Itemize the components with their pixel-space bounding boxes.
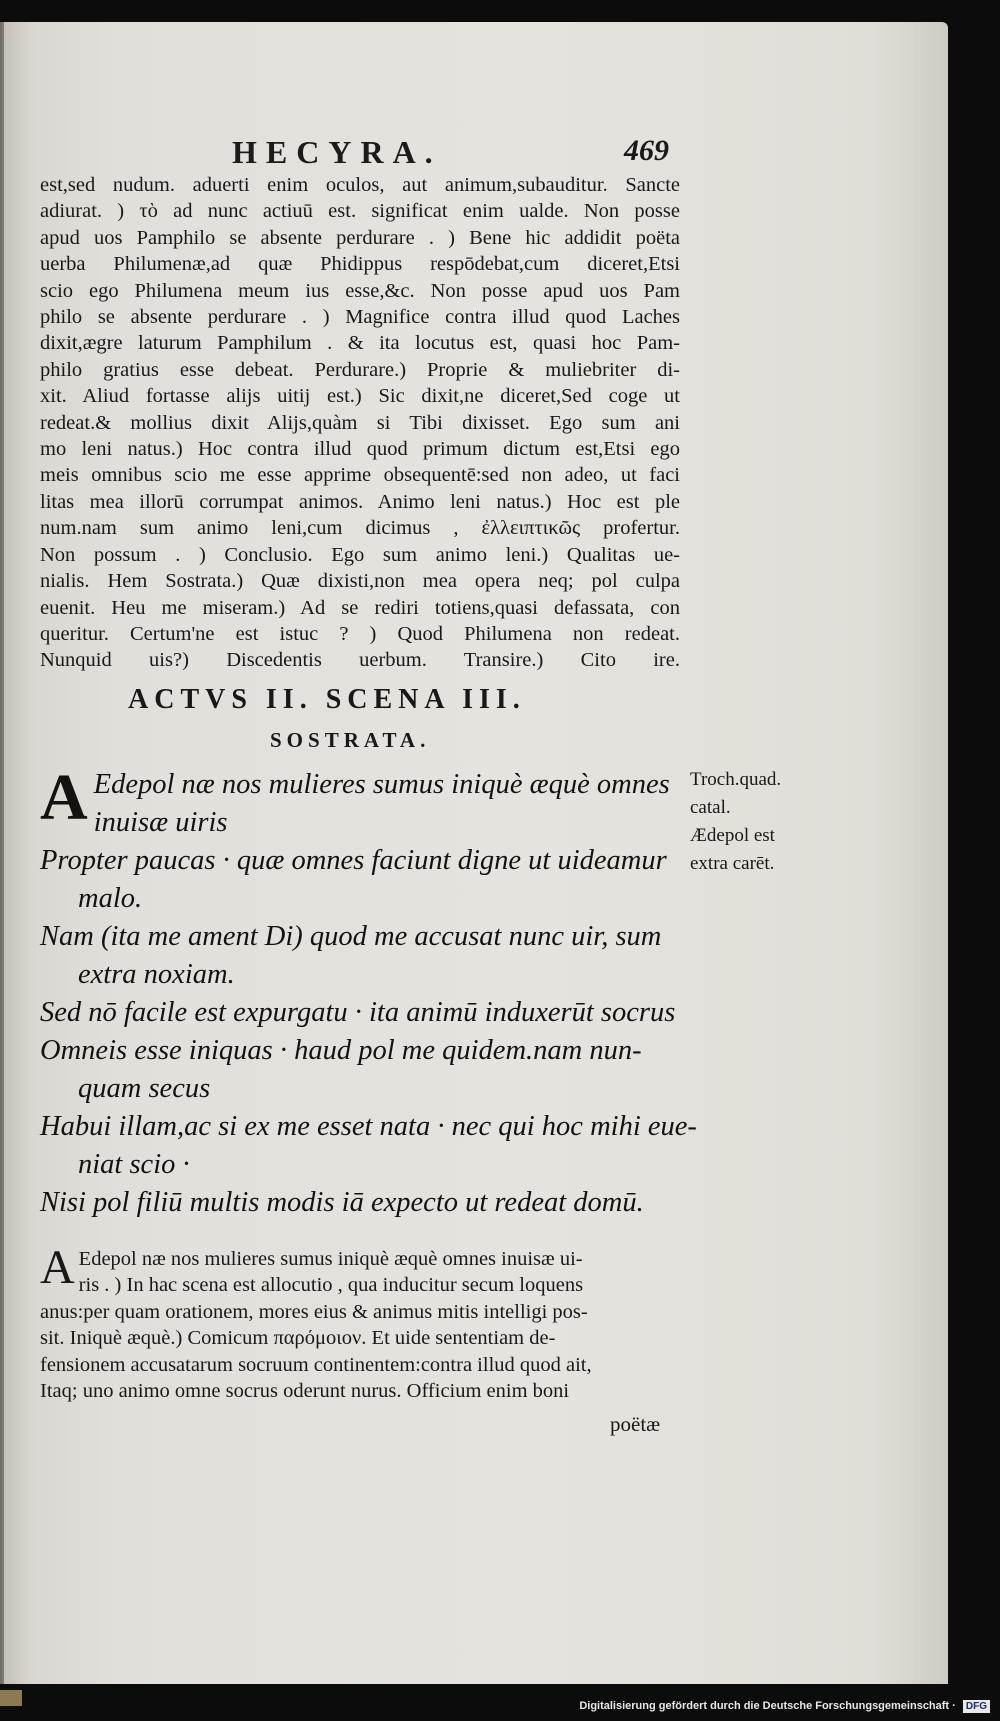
commentary-line: uerba Philumenæ,ad quæ Phidippus respōdebat,cum diceret,Etsi — [40, 253, 680, 276]
commentary-line: mo leni natus.) Hoc contra illud quod primum dictum est,Etsi ego — [40, 438, 680, 461]
commentary-line: num.nam sum animo leni,cum dicimus , ἐλλειπτικῶς profertur. — [40, 517, 680, 540]
verse-line: Omneis esse iniquas · haud pol me quidem.nam nun- — [40, 1035, 642, 1066]
marginal-note-line: Troch.quad. — [690, 769, 782, 790]
color-scale-strip — [0, 1690, 22, 1706]
book-page — [4, 22, 948, 1684]
catchword: poëtæ — [610, 1412, 661, 1436]
commentary-line: adiurat. ) τὸ ad nunc actiuū est. significat enim ualde. Non posse — [40, 200, 680, 223]
verse-line: inuisæ uiris — [93, 807, 228, 838]
commentary-line: ris . ) In hac scena est allocutio , qua inducitur secum loquens — [78, 1274, 584, 1297]
commentary-line: anus:per quam orationem, mores eius & animus mitis intelligi pos- — [40, 1300, 588, 1323]
commentary-line: sit. Iniquè æquè.) Comicum παρόμοιον. Et uide sententiam de- — [40, 1327, 556, 1350]
commentary-top — [40, 172, 680, 674]
verse-line: Sed nō facile est expurgatu · ita animū induxerūt socrus — [40, 997, 676, 1028]
commentary-line: meis omnibus scio me esse apprime obsequentē:sed non adeo, ut faci — [40, 464, 680, 487]
commentary-line: Itaq; uno animo omne socrus oderunt nurus. Officium enim boni — [40, 1380, 570, 1403]
verse-line: Habui illam,ac si ex me esset nata · nec qui hoc mihi eue- — [40, 1111, 697, 1142]
speaker-name: SOSTRATA. — [270, 728, 431, 752]
digitization-credit — [579, 1700, 990, 1713]
commentary-line: dixit,ægre laturum Pamphilum . & ita locutus est, quasi hoc Pam- — [40, 332, 680, 355]
commentary-line: redeat.& mollius dixit Alijs,quàm si Tibi dixisset. Ego sum ani — [40, 411, 680, 434]
verse-line: malo. — [78, 883, 143, 914]
verse-line: Nam (ita me ament Di) quod me accusat nunc uir, sum — [40, 921, 662, 952]
marginal-note-line: extra carēt. — [690, 853, 775, 874]
commentary-line: philo se absente perdurare . ) Magnifice contra illud quod Laches — [40, 306, 680, 329]
running-head: HECYRA. — [232, 134, 442, 170]
commentary-line: AEdepol næ nos mulieres sumus iniquè æquè omnes inuisæ ui- — [40, 1241, 583, 1294]
marginal-note-line: catal. — [690, 797, 731, 818]
marginal-note-line: Ædepol est — [690, 825, 775, 846]
verse-line: Nisi pol filiū multis modis iā expecto ut redeat domū. — [40, 1187, 644, 1218]
commentary-line: Nunquid uis?) Discedentis uerbum. Transire.) Cito ire. — [40, 649, 680, 672]
commentary-line: nialis. Hem Sostrata.) Quæ dixisti,non mea opera neq; pol culpa — [40, 570, 680, 593]
commentary-bottom — [40, 1241, 680, 1404]
commentary-line: est,sed nudum. aduerti enim oculos, aut animum,subauditur. Sancte — [40, 174, 680, 196]
verse-line: AEdepol næ nos mulieres sumus iniquè æquè omnes — [40, 761, 670, 834]
credit-text: Digitalisierung gefördert durch die Deutsche Forschungsgemeinschaft · — [579, 1700, 956, 1712]
commentary-line: litas mea illorū corrumpat animos. Animo leni natus.) Hoc est ple — [40, 490, 680, 513]
commentary-line: queritur. Certum'ne est istuc ? ) Quod Philumena non redeat. — [40, 622, 680, 645]
commentary-line: philo gratius esse debeat. Perdurare.) Proprie & muliebriter di- — [40, 358, 680, 381]
dfg-logo-icon: DFG — [963, 1700, 990, 1713]
marginal-note — [690, 766, 840, 878]
verse-line: Propter paucas · quæ omnes faciunt digne ut uideamur — [40, 845, 667, 876]
page-number: 469 — [624, 134, 669, 167]
commentary-line: Non possum . ) Conclusio. Ego sum animo leni.) Qualitas ue- — [40, 543, 680, 566]
commentary-line: apud uos Pamphilo se absente perdurare . ) Bene hic addidit poëta — [40, 226, 680, 249]
verse-line: niat scio · — [78, 1149, 190, 1180]
verse-block — [40, 761, 697, 1222]
commentary-line: euenit. Heu me miseram.) Ad se rediri totiens,quasi defassata, con — [40, 596, 680, 619]
verse-line: extra noxiam. — [78, 959, 235, 990]
commentary-line: fensionem accusatarum socruum continentem:contra illud quod ait, — [40, 1353, 592, 1376]
commentary-line: scio ego Philumena meum ius esse,&c. Non posse apud uos Pam — [40, 279, 680, 302]
verse-line: quam secus — [78, 1073, 211, 1104]
commentary-line: xit. Aliud fortasse alijs uitij est.) Sic dixit,ne diceret,Sed coge ut — [40, 385, 680, 408]
act-scene-heading: ACTVS II. SCENA III. — [128, 684, 526, 715]
